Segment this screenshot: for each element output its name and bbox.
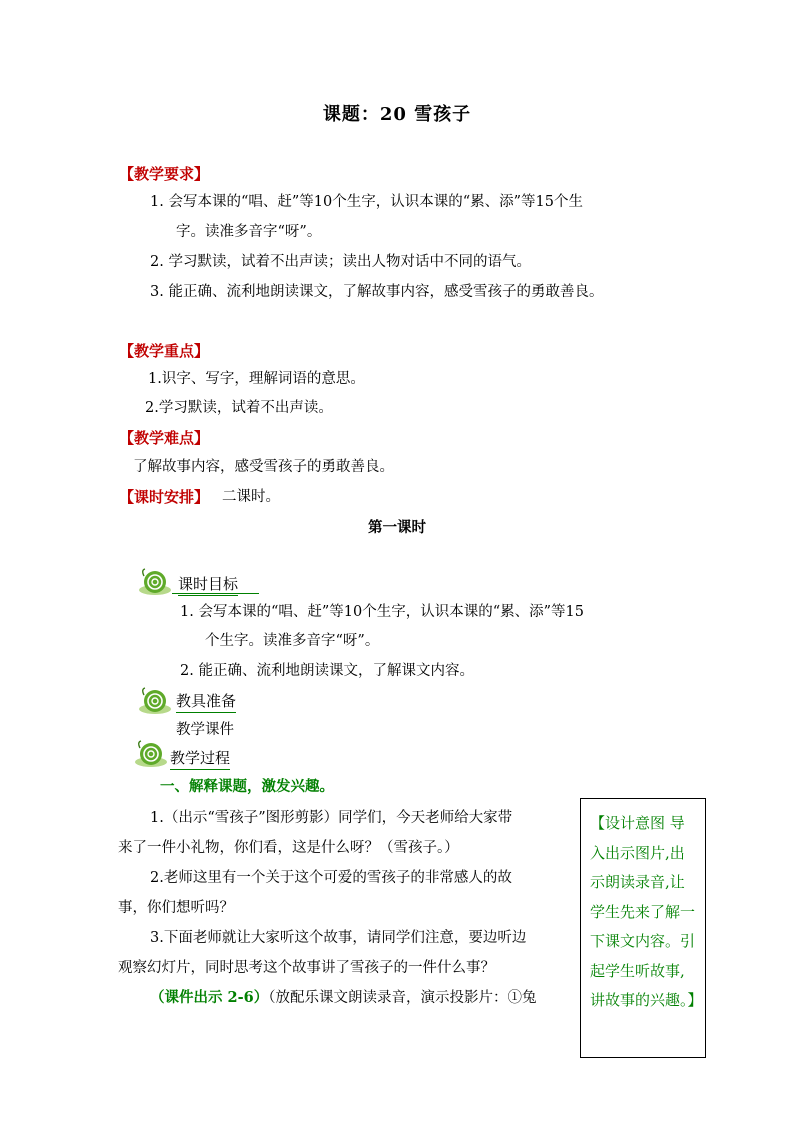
goal-item-2: 2. 能正确、流利地朗读课文，了解课文内容。: [180, 663, 474, 679]
process-line-1: 1.（出示“雪孩子”图形剪影）同学们，今天老师给大家带: [150, 810, 513, 826]
req-item-3: 3. 能正确、流利地朗读课文，了解故事内容，感受雪孩子的勇敢善良。: [150, 284, 604, 300]
lesson-title: 第一课时: [368, 519, 426, 536]
process-step-1: 一、解释课题，激发兴趣。: [160, 778, 334, 795]
goals-underline: [172, 593, 259, 594]
difficulty-header: 【教学难点】: [119, 429, 210, 447]
difficulty-text: 了解故事内容，感受雪孩子的勇敢善良。: [133, 459, 394, 475]
process-label: 教学过程: [170, 747, 230, 770]
req-item-1-cont: 字。读准多音字“呀”。: [176, 224, 322, 240]
design-intent-note: 【设计意图 导入出示图片,出示朗读录音,让学生先来了解一下课文内容。引起学生听故事,讲故事的兴趣。】: [580, 798, 706, 1058]
req-item-2: 2. 学习默读，试着不出声读；读出人物对话中不同的语气。: [150, 254, 531, 270]
snail-icon: [138, 687, 172, 715]
process-line-7-rest: （放配乐课文朗读录音，演示投影片：①兔: [268, 990, 537, 1006]
process-line-6: 观察幻灯片，同时思考这个故事讲了雪孩子的一件什么事？: [118, 960, 495, 976]
process-line-5: 3.下面老师就让大家听这个故事，请同学们注意，要边听边: [150, 930, 527, 946]
materials-label: 教具准备: [176, 690, 236, 713]
page-title: 课题：20 雪孩子: [322, 104, 472, 125]
materials-text: 教学课件: [176, 722, 234, 738]
req-header: 【教学要求】: [119, 165, 210, 183]
courseware-ref: （课件出示 2-6）: [150, 989, 269, 1006]
req-item-1: 1. 会写本课的“唱、赶”等10个生字，认识本课的“累、添”等15个生: [150, 194, 583, 210]
schedule-text: 二课时。: [222, 489, 280, 505]
process-line-3: 2.老师这里有一个关于这个可爱的雪孩子的非常感人的故: [150, 870, 512, 886]
schedule-header: 【课时安排】: [119, 488, 210, 506]
process-line-7: [150, 988, 537, 1008]
snail-icon: [134, 740, 168, 768]
snail-icon: [138, 568, 172, 596]
process-line-2: 来了一件小礼物，你们看，这是什么呀？（雪孩子。）: [118, 840, 459, 856]
focus-header: 【教学重点】: [119, 342, 210, 360]
goal-item-1-cont: 个生字。读准多音字“呀”。: [205, 633, 380, 649]
focus-item-2: 2.学习默读，试着不出声读。: [145, 400, 333, 416]
goals-label: 课时目标: [178, 573, 238, 596]
goal-item-1: 1. 会写本课的“唱、赶”等10个生字，认识本课的“累、添”等15: [180, 604, 584, 620]
focus-item-1: 1.识字、写字，理解词语的意思。: [148, 371, 365, 387]
process-line-4: 事，你们想听吗？: [118, 900, 234, 916]
